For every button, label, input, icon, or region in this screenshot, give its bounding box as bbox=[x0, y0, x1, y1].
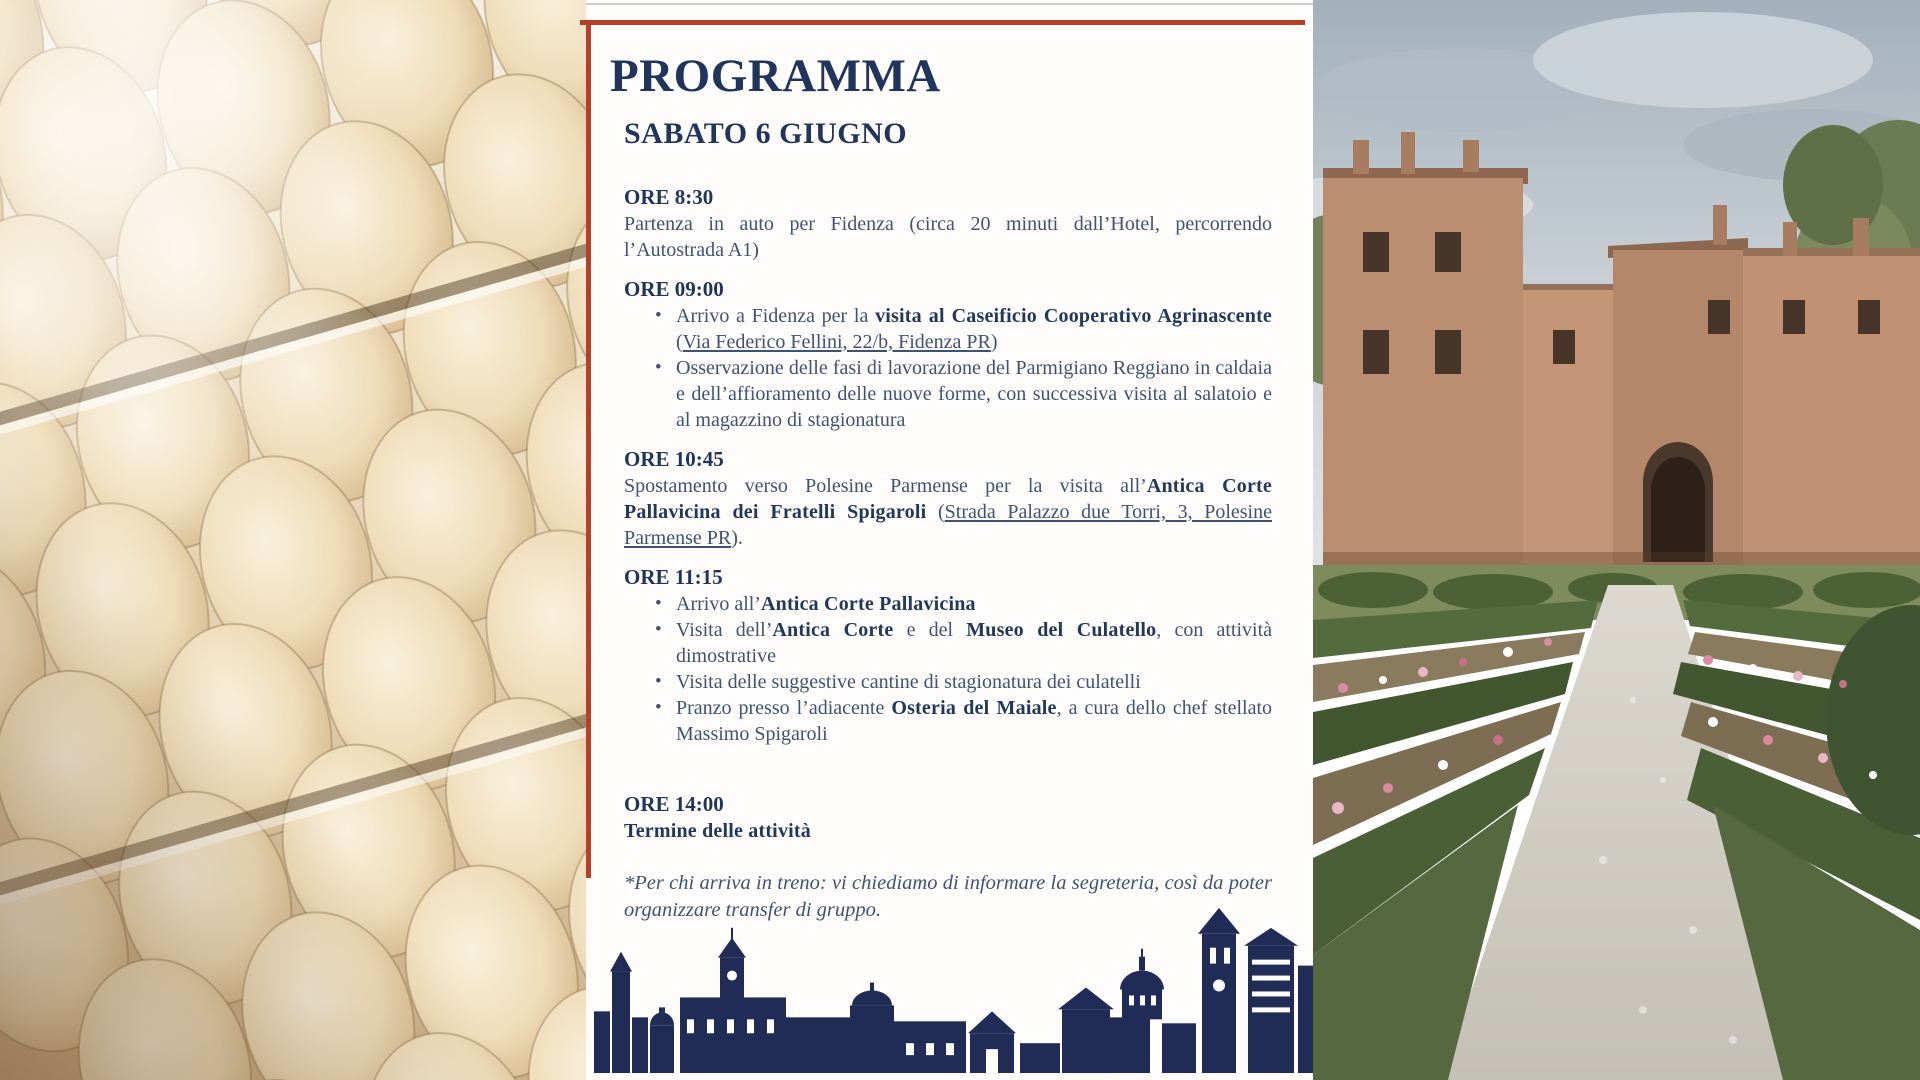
red-left-border bbox=[586, 20, 591, 878]
section-bullets bbox=[624, 303, 1272, 433]
section-time: ORE 10:45 bbox=[624, 446, 724, 471]
program-section bbox=[624, 276, 1272, 433]
address-link[interactable]: Via Federico Fellini, 22/b, Fidenza PR bbox=[682, 330, 991, 353]
section-bullets bbox=[624, 591, 1272, 747]
program-document bbox=[586, 0, 1313, 1080]
program-sections bbox=[624, 184, 1272, 844]
bullet-item: • Arrivo a Fidenza per la visita al Caseificio Cooperativo Agrinascente (Via Federico Fellini, 22/b, Fidenza PR) bbox=[624, 303, 1272, 355]
section-text: Spostamento verso Polesine Parmense per la visita all’Antica Corte Pallavicina dei Fratelli Spigaroli (Strada Palazzo due Torri, 3, Polesine Parmense PR). bbox=[624, 474, 1272, 549]
bullet-item: • Visita delle suggestive cantine di stagionatura dei culatelli bbox=[624, 669, 1272, 695]
section-time: ORE 8:30 bbox=[624, 184, 714, 209]
red-top-border bbox=[580, 20, 1305, 25]
castle-garden-illustration bbox=[1313, 0, 1920, 1080]
bullet-item: • Pranzo presso l’adiacente Osteria del Maiale, a cura dello chef stellato Massimo Spigaroli bbox=[624, 695, 1272, 747]
page-title: PROGRAMMA bbox=[610, 50, 941, 102]
bullet-item: • Arrivo all’Antica Corte Pallavicina bbox=[624, 591, 1272, 617]
section-time: ORE 14:00 bbox=[624, 791, 724, 816]
section-text: Termine delle attività bbox=[624, 819, 811, 842]
program-section bbox=[624, 564, 1272, 747]
top-gray-line bbox=[586, 3, 1313, 5]
parmigiano-wheels-photo bbox=[0, 0, 586, 1080]
section-time: ORE 11:15 bbox=[624, 564, 723, 589]
train-transfer-note: *Per chi arriva in treno: vi chiediamo di informare la segreteria, così da poter organizzare transfer di gruppo. bbox=[624, 871, 1272, 921]
address-link[interactable]: Strada Palazzo due Torri, 3, Polesine Parmense PR bbox=[624, 500, 1272, 549]
program-section bbox=[624, 184, 1272, 263]
program-section bbox=[624, 791, 1272, 844]
bullet-item: • Osservazione delle fasi di lavorazione del Parmigiano Reggiano in caldaia e dell’affioramento delle nuove forme, con successiva visita al salatoio e al magazzino di stagionatura bbox=[624, 355, 1272, 433]
bullet-item: • Visita dell’Antica Corte e del Museo del Culatello, con attività dimostrative bbox=[624, 617, 1272, 669]
antica-corte-photo bbox=[1313, 0, 1920, 1080]
cheese-wheels-illustration bbox=[0, 0, 586, 1080]
parma-skyline-silhouette bbox=[586, 894, 1313, 1078]
section-text: Partenza in auto per Fidenza (circa 20 minuti dall’Hotel, percorrendo l’Autostrada A1) bbox=[624, 212, 1272, 261]
skyline-icon bbox=[586, 894, 1313, 1078]
page-subtitle: SABATO 6 GIUGNO bbox=[624, 117, 908, 151]
program-section bbox=[624, 446, 1272, 551]
section-time: ORE 09:00 bbox=[624, 276, 724, 301]
